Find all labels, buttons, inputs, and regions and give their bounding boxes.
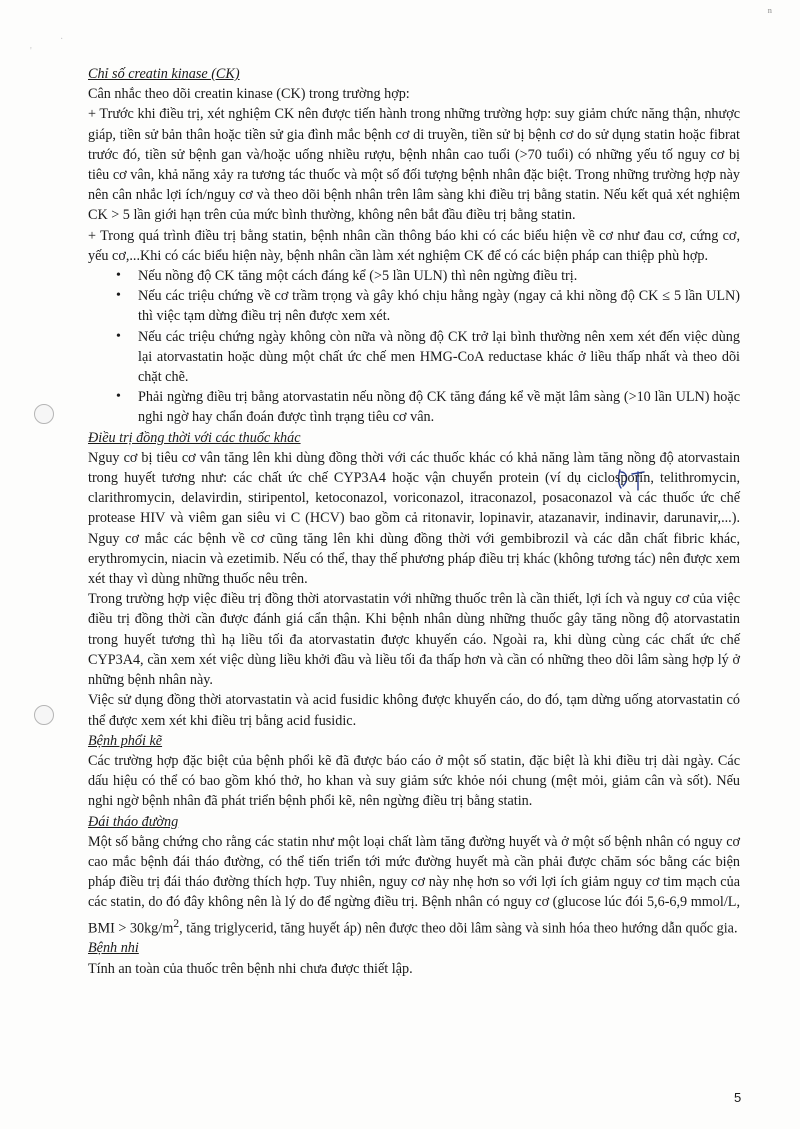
concomitant-paragraph-1: Nguy cơ bị tiêu cơ vân tăng lên khi dùng đồng thời với các thuốc khác có khả năng làm tăng nồng độ atorvastain trong huyết tương như: các chất ức chế CYP3A4 hoặc vận chuyển protein (ví dụ ciclosporin, telithromycin, clarithromycin, delavirdin, stiripentol, ketoconazol, voriconazol, itraconazol, posaconazol và các thuốc ức chế protease HIV và viêm gan siêu vi C (HCV) bao gồm cả ritonavir, lopinavir, atazanavir, indinavir, darunavir,...). Nguy cơ mắc các bệnh về cơ cũng tăng lên khi dùng đồng thời với gembibrozil và các dẫn chất fibric khác, erythromycin, niacin và ezetimib. Nếu có thể, thay thế phương pháp điều trị khác (không tương tác) nên được xem xét thay vì dùng những thuốc nêu trên.: [88, 449, 740, 588]
section-heading-concomitant: Điều trị đồng thời với các thuốc khác: [88, 429, 301, 446]
superscript: 2: [173, 915, 180, 930]
list-item: • Nếu nồng độ CK tăng một cách đáng kể (>5 lần ULN) thì nên ngừng điều trị.: [116, 266, 740, 286]
list-item: • Nếu các triệu chứng về cơ trầm trọng và gây khó chịu hằng ngày (ngay cả khi nồng độ CK ≤ 5 lần ULN) thì việc tạm dừng điều trị nên được xem xét.: [116, 286, 740, 326]
concomitant-paragraph-3: Việc sử dụng đồng thời atorvastatin và acid fusidic không được khuyến cáo, do đó, tạm dừng uống atorvastatin có thể được xem xét khi điều trị bằng acid fusidic.: [88, 692, 740, 729]
ck-paragraph-before-treatment: + Trước khi điều trị, xét nghiệm CK nên được tiến hành trong những trường hợp: suy giảm chức năng thận, nhược giáp, tiền sử bản thân hoặc tiền sử gia đình mắc bệnh cơ di truyền, tiền sử bị bệnh cơ do sử dụng statin hoặc fibrat trước đó, tiền sử bệnh gan và/hoặc uống nhiều rượu, bệnh nhân cao tuổi (>70 tuổi) có những yếu tố nguy cơ bị tiêu cơ vân, khả năng xảy ra tương tác thuốc và một số đối tượng bệnh nhân đặc biệt. Trong những trường hợp này nên cân nhắc lợi ích/nguy cơ và theo dõi bệnh nhân trên lâm sàng khi điều trị bằng statin. Nếu kết quả xét nghiệm CK > 5 lần giới hạn trên của mức bình thường, không nên bắt đầu điều trị bằng statin.: [88, 106, 740, 224]
section-heading-ck: Chỉ số creatin kinase (CK): [88, 66, 240, 82]
section-heading-diabetes: Đái tháo đường: [88, 813, 179, 830]
list-item: • Nếu các triệu chứng ngày không còn nữa và nồng độ CK trở lại bình thường nên xem xét đến việc dùng lại atorvastatin hoặc dùng một chất ức chế men HMG-CoA reductase khác ở liều thấp nhất và theo dõi chặt chẽ.: [116, 327, 740, 388]
section-heading-ild: Bệnh phổi kẽ: [88, 732, 163, 749]
ild-paragraph: Các trường hợp đặc biệt của bệnh phổi kẽ đã được báo cáo ở một số statin, đặc biệt là khi điều trị dài ngày. Các dấu hiệu có thể có bao gồm khó thở, ho khan và suy giảm sức khỏe nói chung (mệt mỏi, giảm cân và sốt). Nếu nghi ngờ bệnh nhân đã phát triển bệnh phổi kẽ, nên ngừng điều trị bằng statin.: [88, 752, 740, 810]
punch-hole-bottom: [34, 705, 54, 725]
list-item: • Phải ngừng điều trị bằng atorvastatin nếu nồng độ CK tăng đáng kể về mặt lâm sàng (>10 lần ULN) hoặc nghi ngờ hay chẩn đoán được tình trạng tiêu cơ vân.: [116, 387, 740, 427]
concomitant-paragraph-2: Trong trường hợp việc điều trị đồng thời atorvastatin với những thuốc trên là cần thiết, lợi ích và nguy cơ của việc điều trị đồng thời cần được đánh giá cẩn thận. Khi bệnh nhân dùng những thuốc gây tăng nồng độ atorvastatin trong huyết tương thì hạ liều tối đa atorvastatin được khuyến cáo. Ngoài ra, khi dùng cùng các chất ức chế CYP3A4, cần xem xét việc dùng liều khởi đầu và liều tối đa thấp hơn và cần có những theo dõi lâm sàng hợp lý ở những bệnh nhân này.: [88, 591, 740, 689]
scan-speck: ·: [60, 34, 64, 45]
ck-paragraph-during-treatment: + Trong quá trình điều trị bằng statin, bệnh nhân cần thông báo khi có các biểu hiện về cơ như đau cơ, cứng cơ, yếu cơ,...Khi có các biểu hiện này, bệnh nhân cần làm xét nghiệm CK để có các biện pháp can thiệp phù hợp.: [88, 227, 740, 264]
ck-bullet-list: [88, 266, 740, 428]
scan-speck: ': [30, 46, 32, 57]
punch-hole-top: [34, 404, 54, 424]
section-heading-pediatric: Bệnh nhi: [88, 940, 139, 957]
corner-mark: ⁿ: [767, 6, 772, 21]
page-content: [88, 64, 740, 979]
diabetes-text-b: , tăng triglycerid, tăng huyết áp) nên được theo dõi lâm sàng và sinh hóa theo hướng dẫn quốc gia.: [179, 920, 738, 937]
pediatric-paragraph: Tính an toàn của thuốc trên bệnh nhi chưa được thiết lập.: [88, 960, 413, 977]
ck-intro: Cân nhắc theo dõi creatin kinase (CK) trong trường hợp:: [88, 86, 410, 103]
page-number: 5: [734, 1090, 742, 1105]
diabetes-paragraph: [88, 832, 740, 939]
diabetes-text-a: Một số bằng chứng cho rằng các statin như một loại chất làm tăng đường huyết và ở một số bệnh nhân có nguy cơ cao mắc bệnh đái tháo đường, có thể tiến triển tới mức đường huyết mà cần phải được chăm sóc bằng các biện pháp điều trị đái tháo đường thích hợp. Tuy nhiên, nguy cơ này nhẹ hơn so với lợi ích giảm nguy cơ tim mạch của các statin, do đó đây không nên là lý do để ngừng điều trị. Bệnh nhân có nguy cơ (glucose lúc đói 5,6-6,9 mmol/L, BMI > 30kg/m: [88, 833, 740, 937]
